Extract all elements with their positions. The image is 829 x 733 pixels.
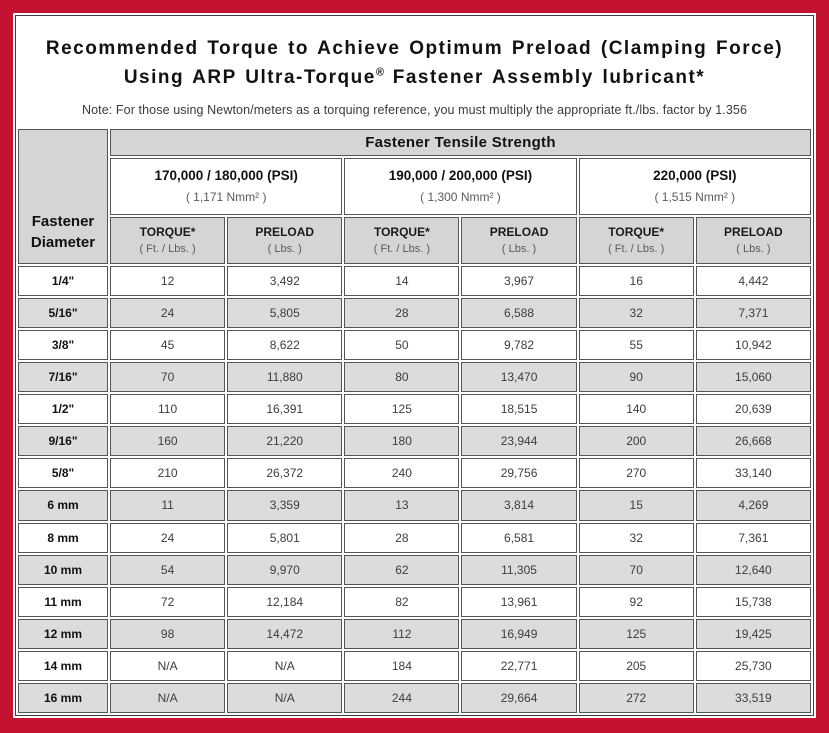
preload-value-cell: 21,220	[227, 426, 342, 456]
psi-value: 170,000 / 180,000 (PSI)	[154, 168, 298, 184]
torque-value-cell: 240	[344, 458, 459, 488]
torque-value-cell: 50	[344, 330, 459, 360]
torque-value-cell: N/A	[110, 683, 225, 713]
registered-trademark: ®	[375, 67, 384, 80]
torque-subheader: TORQUE* ( Ft. / Lbs. )	[344, 217, 459, 264]
torque-value-cell: 140	[579, 394, 694, 424]
table-row	[18, 555, 811, 585]
preload-value-cell: 7,361	[696, 523, 811, 553]
psi-header-170-180	[110, 158, 342, 215]
preload-value-cell: N/A	[227, 651, 342, 681]
preload-value-cell: 11,880	[227, 362, 342, 392]
torque-value-cell: 54	[110, 555, 225, 585]
preload-value-cell: 3,967	[461, 266, 576, 296]
torque-value-cell: 90	[579, 362, 694, 392]
preload-value-cell: 6,581	[461, 523, 576, 553]
fastener-diameter-cell: 5/8"	[18, 458, 108, 488]
tensile-strength-header: Fastener Tensile Strength	[110, 129, 811, 156]
torque-value-cell: 80	[344, 362, 459, 392]
torque-value-cell: 15	[579, 490, 694, 520]
torque-value-cell: 28	[344, 523, 459, 553]
preload-value-cell: 19,425	[696, 619, 811, 649]
fastener-diameter-cell: 9/16"	[18, 426, 108, 456]
preload-value-cell: 29,664	[461, 683, 576, 713]
torque-value-cell: 24	[110, 298, 225, 328]
title-line-2: Using ARP Ultra-Torque® Fastener Assembly lubricant*	[123, 67, 706, 89]
preload-subheader: PRELOAD ( Lbs. )	[461, 217, 576, 264]
preload-value-cell: 12,640	[696, 555, 811, 585]
torque-value-cell: 28	[344, 298, 459, 328]
preload-value-cell: 9,970	[227, 555, 342, 585]
table-row	[18, 394, 811, 424]
torque-value-cell: 13	[344, 490, 459, 520]
preload-value-cell: 15,060	[696, 362, 811, 392]
fastener-diameter-cell: 1/2"	[18, 394, 108, 424]
torque-value-cell: 70	[579, 555, 694, 585]
fastener-diameter-cell: 3/8"	[18, 330, 108, 360]
table-body	[18, 266, 811, 713]
frame-white-gap	[13, 13, 816, 718]
torque-value-cell: 92	[579, 587, 694, 617]
fastener-diameter-cell: 1/4"	[18, 266, 108, 296]
fastener-diameter-cell: 8 mm	[18, 523, 108, 553]
preload-value-cell: 4,269	[696, 490, 811, 520]
preload-value-cell: 12,184	[227, 587, 342, 617]
preload-value-cell: 3,359	[227, 490, 342, 520]
torque-value-cell: 205	[579, 651, 694, 681]
table-row	[18, 266, 811, 296]
preload-value-cell: 16,949	[461, 619, 576, 649]
torque-value-cell: 32	[579, 523, 694, 553]
preload-value-cell: 5,801	[227, 523, 342, 553]
torque-table	[16, 127, 813, 715]
torque-subheader: TORQUE* ( Ft. / Lbs. )	[579, 217, 694, 264]
torque-value-cell: 98	[110, 619, 225, 649]
torque-value-cell: 12	[110, 266, 225, 296]
torque-value-cell: 200	[579, 426, 694, 456]
table-row	[18, 619, 811, 649]
psi-value: 190,000 / 200,000 (PSI)	[388, 168, 533, 184]
fastener-diameter-cell: 14 mm	[18, 651, 108, 681]
fastener-diameter-header: Fastener Diameter	[18, 129, 108, 264]
table-header	[18, 129, 811, 264]
fastener-diameter-cell: 12 mm	[18, 619, 108, 649]
page-title	[26, 34, 803, 93]
preload-value-cell: 11,305	[461, 555, 576, 585]
preload-value-cell: 4,442	[696, 266, 811, 296]
preload-value-cell: 3,492	[227, 266, 342, 296]
torque-value-cell: 160	[110, 426, 225, 456]
torque-value-cell: 180	[344, 426, 459, 456]
preload-value-cell: 7,371	[696, 298, 811, 328]
torque-value-cell: 24	[110, 523, 225, 553]
preload-value-cell: 9,782	[461, 330, 576, 360]
psi-value: 220,000 (PSI)	[653, 168, 737, 184]
preload-value-cell: 14,472	[227, 619, 342, 649]
nmm-value: ( 1,171 Nmm² )	[185, 190, 267, 205]
preload-value-cell: 3,814	[461, 490, 576, 520]
note-text: Note: For those using Newton/meters as a torquing reference, you must multiply the appropriate ft./lbs. factor by 1.356	[81, 102, 747, 117]
preload-value-cell: 8,622	[227, 330, 342, 360]
preload-value-cell: 18,515	[461, 394, 576, 424]
torque-value-cell: 55	[579, 330, 694, 360]
table-row	[18, 426, 811, 456]
fastener-diameter-cell: 6 mm	[18, 490, 108, 520]
torque-value-cell: 62	[344, 555, 459, 585]
table-row	[18, 523, 811, 553]
preload-value-cell: 20,639	[696, 394, 811, 424]
torque-value-cell: 110	[110, 394, 225, 424]
preload-value-cell: 22,771	[461, 651, 576, 681]
torque-value-cell: 210	[110, 458, 225, 488]
torque-value-cell: 14	[344, 266, 459, 296]
preload-value-cell: 15,738	[696, 587, 811, 617]
table-row	[18, 298, 811, 328]
table-row	[18, 683, 811, 713]
title-block	[16, 16, 813, 117]
preload-subheader: PRELOAD ( Lbs. )	[227, 217, 342, 264]
preload-value-cell: 23,944	[461, 426, 576, 456]
nmm-value: ( 1,300 Nmm² )	[420, 190, 501, 205]
torque-value-cell: 11	[110, 490, 225, 520]
nmm-value: ( 1,515 Nmm² )	[654, 190, 736, 205]
preload-value-cell: 26,372	[227, 458, 342, 488]
preload-value-cell: 33,519	[696, 683, 811, 713]
torque-value-cell: 272	[579, 683, 694, 713]
title-line-1: Recommended Torque to Achieve Optimum Preload (Clamping Force)	[45, 38, 784, 59]
preload-value-cell: 29,756	[461, 458, 576, 488]
torque-value-cell: 184	[344, 651, 459, 681]
preload-subheader: PRELOAD ( Lbs. )	[696, 217, 811, 264]
preload-value-cell: 13,961	[461, 587, 576, 617]
torque-value-cell: 16	[579, 266, 694, 296]
torque-value-cell: 72	[110, 587, 225, 617]
psi-header-190-200	[344, 158, 576, 215]
psi-header-220	[579, 158, 811, 215]
table-row	[18, 362, 811, 392]
torque-value-cell: 244	[344, 683, 459, 713]
fastener-diameter-cell: 10 mm	[18, 555, 108, 585]
torque-value-cell: 125	[579, 619, 694, 649]
table-row	[18, 651, 811, 681]
document-panel	[15, 15, 814, 716]
preload-value-cell: 10,942	[696, 330, 811, 360]
preload-value-cell: 26,668	[696, 426, 811, 456]
preload-value-cell: 6,588	[461, 298, 576, 328]
torque-value-cell: 70	[110, 362, 225, 392]
torque-value-cell: 45	[110, 330, 225, 360]
table-row	[18, 330, 811, 360]
torque-value-cell: 32	[579, 298, 694, 328]
fastener-diameter-cell: 16 mm	[18, 683, 108, 713]
table-row	[18, 587, 811, 617]
table-row	[18, 490, 811, 520]
torque-value-cell: 125	[344, 394, 459, 424]
preload-value-cell: 16,391	[227, 394, 342, 424]
torque-value-cell: N/A	[110, 651, 225, 681]
preload-value-cell: 13,470	[461, 362, 576, 392]
torque-value-cell: 112	[344, 619, 459, 649]
table-row	[18, 458, 811, 488]
torque-subheader: TORQUE* ( Ft. / Lbs. )	[110, 217, 225, 264]
preload-value-cell: N/A	[227, 683, 342, 713]
fastener-diameter-cell: 5/16"	[18, 298, 108, 328]
torque-value-cell: 270	[579, 458, 694, 488]
preload-value-cell: 5,805	[227, 298, 342, 328]
preload-value-cell: 25,730	[696, 651, 811, 681]
preload-value-cell: 33,140	[696, 458, 811, 488]
torque-value-cell: 82	[344, 587, 459, 617]
fastener-diameter-cell: 11 mm	[18, 587, 108, 617]
fastener-diameter-cell: 7/16"	[18, 362, 108, 392]
